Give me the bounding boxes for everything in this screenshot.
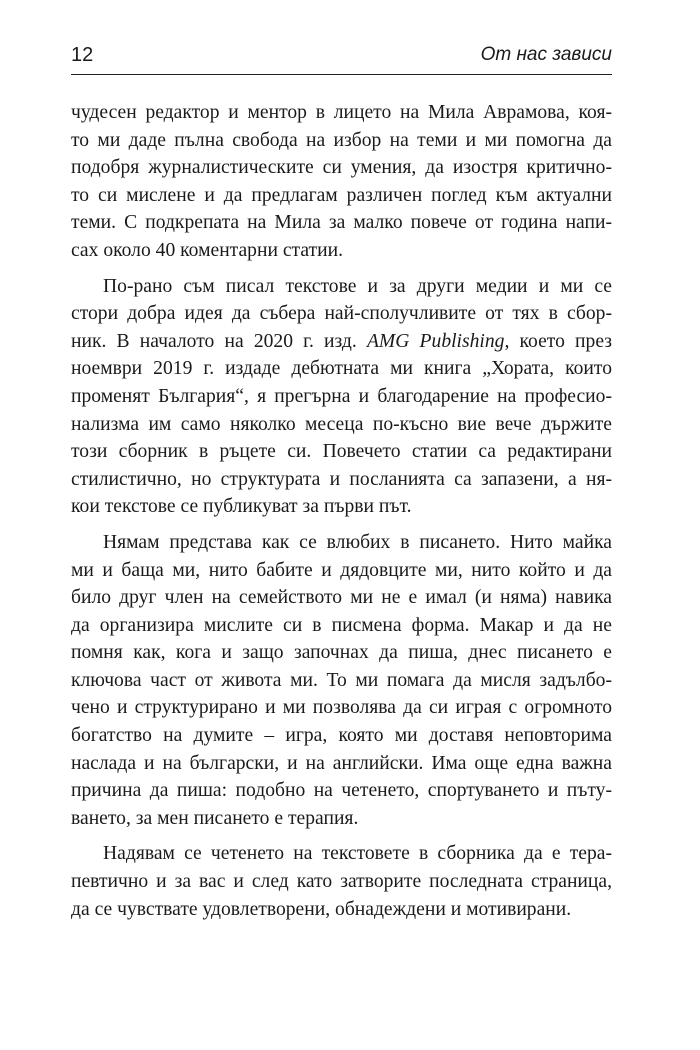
book-title: От нас зависи bbox=[480, 44, 612, 65]
text-line: да организира мислите си в писмена форма. Макар и да не bbox=[71, 614, 612, 636]
text-line: помня как, кога и защо започнах да пиша, днес писането е bbox=[71, 642, 612, 664]
text-line: ването, за мен писането е терапия. bbox=[71, 807, 359, 829]
text-line: нализма им само няколко месеца по-късно вие вече държите bbox=[71, 413, 612, 435]
paragraph bbox=[71, 99, 612, 265]
text-line: причина да пиша: подобно на четенето, спортуването и пъту- bbox=[71, 780, 612, 802]
text-line: богатство на думите – игра, която ми доставя неповторима bbox=[71, 725, 612, 747]
text-line: Нямам представа как се влюбих в писането. Нито майка bbox=[103, 531, 612, 553]
publisher-name: AMG Publishing bbox=[366, 330, 505, 352]
text-line: чено и структурирано и ми позволява да си играя с огромното bbox=[71, 697, 612, 719]
text-line: ноември 2019 г. издаде дебютната ми книга „Хората, които bbox=[71, 358, 612, 380]
text-line: подобря журналистическите си умения, да изостря критично- bbox=[71, 157, 612, 179]
text-line: стори добра идея да събера най-сполучливите от тях в сбор- bbox=[71, 303, 612, 325]
text-fragment: ник. В началото на 2020 г. изд. bbox=[71, 330, 367, 352]
running-header bbox=[71, 38, 612, 78]
text-line: стилистично, но структурата и посланията са запазени, а ня- bbox=[71, 468, 612, 490]
text-line: По-рано съм писал текстове и за други медии и ми се bbox=[103, 275, 612, 297]
text-line: Надявам се четенето на текстовете в сборника да е тера- bbox=[103, 843, 612, 865]
header-divider bbox=[71, 74, 612, 75]
text-line: да се чувствате удовлетворени, обнадеждени и мотивирани. bbox=[71, 898, 572, 920]
text-line: наслада и на български, и на английски. Има още една важна bbox=[71, 752, 612, 774]
text-line: теми. С подкрепата на Мила за малко повече от година напи- bbox=[71, 212, 612, 234]
text-line: то си мислене и да предлагам различен поглед към актуални bbox=[71, 184, 612, 206]
text-line: ми и баща ми, нито бабите и дядовците ми, нито който и да bbox=[71, 559, 612, 581]
text-line: чудесен редактор и ментор в лицето на Мила Аврамова, коя- bbox=[71, 102, 612, 123]
paragraph bbox=[71, 529, 612, 833]
text-line: ключова част от живота ми. То ми помага да мисля задълбо- bbox=[71, 669, 612, 691]
text-line: певтично и за вас и след като затворите последната страница, bbox=[71, 871, 612, 893]
paragraph bbox=[71, 840, 612, 923]
body-text bbox=[71, 99, 612, 931]
text-line: било друг член на семейството ми не е имал (и няма) навика bbox=[71, 587, 612, 609]
text-line: променят България“, я прегърна и благодарение на професио- bbox=[71, 385, 612, 407]
text-fragment: , което през bbox=[504, 330, 613, 352]
text-line: този сборник в ръцете си. Повечето статии са редактирани bbox=[71, 441, 612, 463]
text-line bbox=[71, 328, 612, 356]
text-line: кои текстове се публикуват за първи път. bbox=[71, 496, 412, 518]
paragraph bbox=[71, 273, 612, 521]
text-line: то ми даде пълна свобода на избор на теми и ми помогна да bbox=[71, 129, 612, 151]
page-number: 12 bbox=[71, 44, 94, 66]
text-line: сах около 40 коментарни статии. bbox=[71, 239, 343, 261]
